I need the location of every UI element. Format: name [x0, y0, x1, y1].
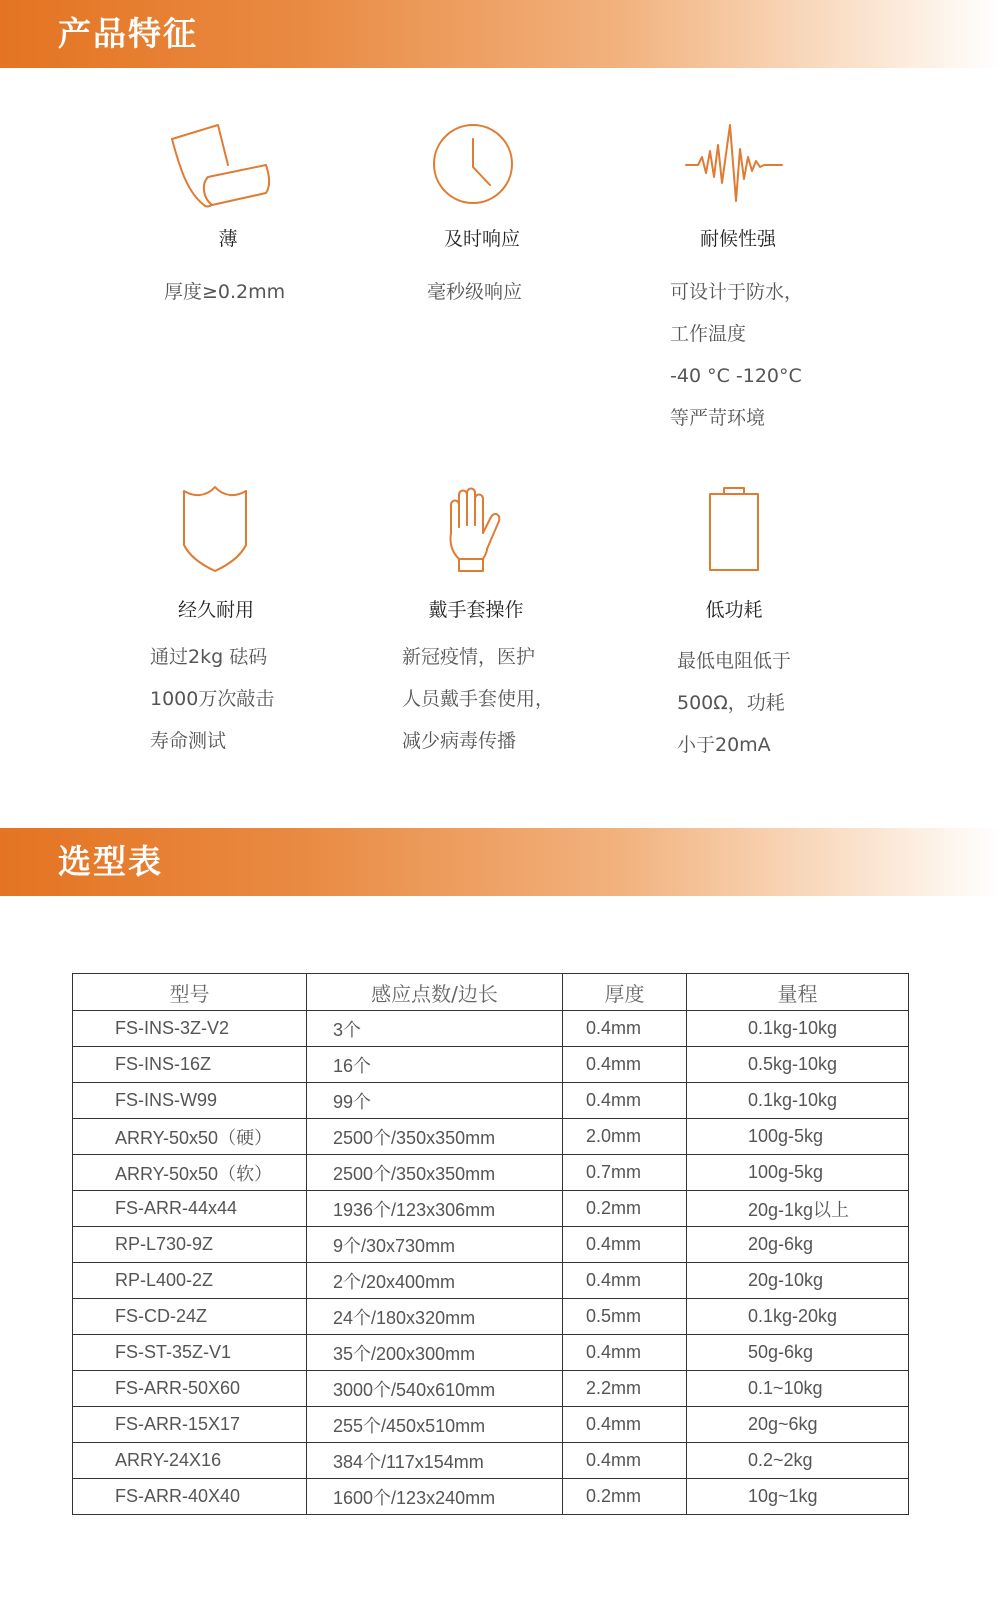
table-row — [73, 1011, 909, 1047]
feature-title: 低功耗 — [705, 599, 763, 621]
table-row — [73, 1119, 909, 1155]
cell-sensing-points: 99个 — [307, 1083, 563, 1119]
cell-range: 20g~6kg — [687, 1407, 909, 1443]
cell-sensing-points: 3000个/540x610mm — [307, 1371, 563, 1407]
shield-icon — [180, 485, 250, 575]
table-row — [73, 1479, 909, 1515]
cell-model: FS-CD-24Z — [73, 1299, 307, 1335]
cell-model: FS-ARR-44x44 — [73, 1191, 307, 1227]
cell-model: RP-L730-9Z — [73, 1227, 307, 1263]
cell-range: 0.1~10kg — [687, 1371, 909, 1407]
glove-icon — [441, 487, 503, 573]
table-row — [73, 1227, 909, 1263]
cell-thickness: 0.7mm — [563, 1155, 687, 1191]
feature-title: 薄 — [218, 228, 238, 250]
paper-scroll-icon — [166, 121, 271, 211]
features-section-title: 产品特征 — [58, 14, 198, 53]
cell-sensing-points: 384个/117x154mm — [307, 1443, 563, 1479]
features-banner — [0, 0, 1000, 68]
cell-sensing-points: 1600个/123x240mm — [307, 1479, 563, 1515]
cell-sensing-points: 9个/30x730mm — [307, 1227, 563, 1263]
cell-range: 100g-5kg — [687, 1155, 909, 1191]
header-thickness: 厚度 — [563, 974, 687, 1011]
feature-weather-resistance — [588, 115, 888, 445]
cell-model: FS-INS-16Z — [73, 1047, 307, 1083]
table-row — [73, 1191, 909, 1227]
cell-model: FS-INS-W99 — [73, 1083, 307, 1119]
selection-banner — [0, 828, 1000, 896]
cell-thickness: 0.4mm — [563, 1335, 687, 1371]
cell-sensing-points: 2500个/350x350mm — [307, 1119, 563, 1155]
cell-model: FS-ARR-50X60 — [73, 1371, 307, 1407]
cell-model: ARRY-50x50（硬） — [73, 1119, 307, 1155]
cell-thickness: 2.0mm — [563, 1119, 687, 1155]
cell-range: 20g-6kg — [687, 1227, 909, 1263]
feature-description: 可设计于防水， 工作温度 -40 °C -120°C 等严苛环境 — [670, 281, 804, 429]
cell-model: FS-ARR-40X40 — [73, 1479, 307, 1515]
cell-model: RP-L400-2Z — [73, 1263, 307, 1299]
table-row — [73, 1263, 909, 1299]
cell-sensing-points: 24个/180x320mm — [307, 1299, 563, 1335]
cell-sensing-points: 2500个/350x350mm — [307, 1155, 563, 1191]
table-row — [73, 1407, 909, 1443]
cell-range: 0.2~2kg — [687, 1443, 909, 1479]
feature-response — [332, 115, 632, 315]
table-row — [73, 1299, 909, 1335]
feature-title: 及时响应 — [443, 228, 520, 250]
feature-description: 新冠疫情，医护 人员戴手套使用， 减少病毒传播 — [402, 646, 555, 752]
cell-sensing-points: 255个/450x510mm — [307, 1407, 563, 1443]
header-range: 量程 — [687, 974, 909, 1011]
cell-range: 0.1kg-20kg — [687, 1299, 909, 1335]
feature-description: 毫秒级响应 — [427, 281, 523, 303]
cell-thickness: 0.4mm — [563, 1011, 687, 1047]
cell-thickness: 0.4mm — [563, 1083, 687, 1119]
selection-section-title: 选型表 — [58, 842, 163, 881]
feature-description: 厚度≥0.2mm — [164, 281, 286, 303]
table-row — [73, 1083, 909, 1119]
waveform-icon — [684, 121, 784, 207]
cell-thickness: 0.4mm — [563, 1407, 687, 1443]
cell-range: 0.1kg-10kg — [687, 1083, 909, 1119]
feature-description: 最低电阻低于 500Ω，功耗 小于20mA — [677, 650, 792, 756]
table-header-row — [73, 974, 909, 1011]
cell-range: 0.1kg-10kg — [687, 1011, 909, 1047]
feature-title: 经久耐用 — [177, 599, 254, 621]
cell-range: 50g-6kg — [687, 1335, 909, 1371]
cell-model: FS-INS-3Z-V2 — [73, 1011, 307, 1047]
feature-low-power — [584, 485, 884, 765]
cell-sensing-points: 1936个/123x306mm — [307, 1191, 563, 1227]
cell-sensing-points: 3个 — [307, 1011, 563, 1047]
cell-sensing-points: 2个/20x400mm — [307, 1263, 563, 1299]
cell-sensing-points: 16个 — [307, 1047, 563, 1083]
selection-table — [72, 973, 909, 1515]
feature-glove-operation — [326, 485, 626, 765]
feature-description: 通过2kg 砝码 1000万次敲击 寿命测试 — [150, 646, 275, 752]
feature-title: 耐候性强 — [699, 228, 776, 250]
cell-model: FS-ARR-15X17 — [73, 1407, 307, 1443]
table-row — [73, 1371, 909, 1407]
cell-thickness: 0.2mm — [563, 1479, 687, 1515]
cell-sensing-points: 35个/200x300mm — [307, 1335, 563, 1371]
cell-range: 10g~1kg — [687, 1479, 909, 1515]
table-row — [73, 1335, 909, 1371]
cell-thickness: 0.4mm — [563, 1047, 687, 1083]
cell-thickness: 0.4mm — [563, 1263, 687, 1299]
feature-durable — [66, 485, 366, 765]
battery-icon — [706, 485, 762, 573]
feature-title: 戴手套操作 — [428, 599, 524, 621]
table-row — [73, 1443, 909, 1479]
header-model: 型号 — [73, 974, 307, 1011]
cell-thickness: 0.4mm — [563, 1227, 687, 1263]
cell-thickness: 0.2mm — [563, 1191, 687, 1227]
cell-thickness: 0.5mm — [563, 1299, 687, 1335]
cell-range: 0.5kg-10kg — [687, 1047, 909, 1083]
cell-model: FS-ST-35Z-V1 — [73, 1335, 307, 1371]
table-row — [73, 1047, 909, 1083]
cell-range: 100g-5kg — [687, 1119, 909, 1155]
cell-model: ARRY-50x50（软） — [73, 1155, 307, 1191]
cell-thickness: 2.2mm — [563, 1371, 687, 1407]
clock-icon — [430, 121, 516, 207]
cell-range: 20g-10kg — [687, 1263, 909, 1299]
cell-range: 20g-1kg以上 — [687, 1191, 909, 1227]
cell-thickness: 0.4mm — [563, 1443, 687, 1479]
header-sensing-points: 感应点数/边长 — [307, 974, 563, 1011]
table-row — [73, 1155, 909, 1191]
cell-model: ARRY-24X16 — [73, 1443, 307, 1479]
